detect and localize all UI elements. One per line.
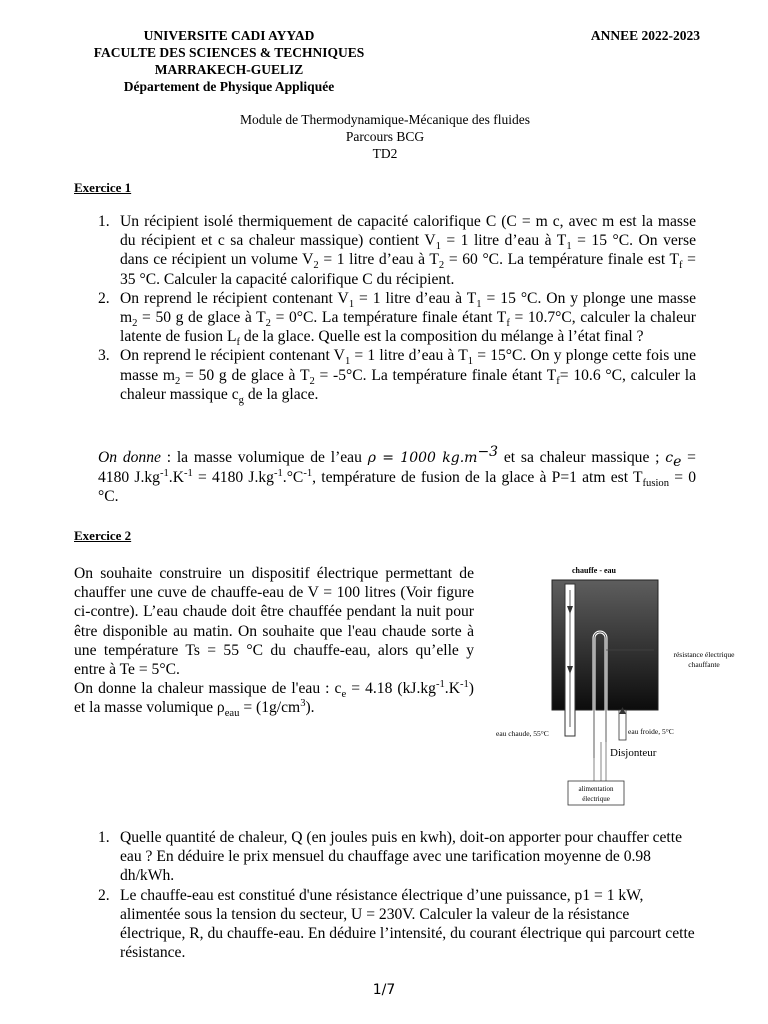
svg-text:résistance électrique: résistance électrique <box>673 650 735 659</box>
exercise1-question-1: 1. Un récipient isolé thermiquement de capacité calorifique C (C = m c, avec m est la masse du récipient et c sa chaleur massique) contient $V_1 = 1$ litre d’eau à $T_1 = 15$ °C. On verse dans ce récipient un volume $V_2 = 1$ litre d’eau à $T_2 = 60$ °C. La température finale est $T_f = 35$ °C. Calculer la capacité calorifique C du récipient. <box>98 213 696 288</box>
academic-year: ANNEE 2022-2023 <box>590 28 700 43</box>
exercise2-question-2: 2. Le chauffe-eau est constitué d'une résistance électrique d’une puissance, p1 = 1 kW, alimentée sous la tension du secteur, U = 230V. Calculer la valeur de la résistance électrique, R, du chauffe-eau. En déduire l’intensité, du courant électrique qui parcourt cette résistance. <box>98 886 695 962</box>
university-name: UNIVERSITE CADI AYYAD <box>143 28 315 43</box>
exercise1-title: Exercice 1 <box>74 180 132 195</box>
faculty-name: FACULTE DES SCIENCES & TECHNIQUES <box>93 45 365 60</box>
given-label: On donne <box>98 449 161 466</box>
breaker-label: Disjonteur <box>610 747 657 759</box>
svg-text:eau froide, 5°C: eau froide, 5°C <box>628 727 674 736</box>
page-number: 1/7 <box>372 982 396 998</box>
course-info <box>180 111 590 162</box>
water-heater-figure <box>492 562 768 810</box>
parcours: Parcours BCG <box>345 129 425 144</box>
question-number: 1. <box>98 829 110 846</box>
exercise1-questions <box>74 212 696 404</box>
exercise2-statement <box>74 564 474 718</box>
question-number: 3. <box>98 347 110 365</box>
question-number: 1. <box>98 213 110 230</box>
module-title: Module de Thermodynamique-Mécanique des fluides <box>240 112 530 127</box>
city-name: MARRAKECH-GUELIZ <box>154 62 304 77</box>
exercise2-question-1: 1. Quelle quantité de chaleur, Q (en joules puis en kwh), doit-on apporter pour chauffer cette eau ? En déduire le prix mensuel du chauffage avec une tarification moyenne de 0.98 dh/kWh. <box>98 829 682 885</box>
exercise1-question-2: 2. On reprend le récipient contenant $V_1 = 1$ litre d’eau à $T_1 = 15$ °C. On y plonge une masse $m_2 = 50$ g de glace à $T_2 = 0^\circ C$. La température finale étant $T_f = 10.7^\circ C$, calculer la chaleur latente de fusion $L_f$ de la glace. Quelle est la composition du mélange à l’état final ? <box>98 289 697 349</box>
exercise1-given-data: On donne : la masse volumique de l’eau ρ = 1000 $kg.m^{-3}$ et sa chaleur massique ; $c_e = 4180$ $J.kg^{-1}.K^{-1} = 4180$ $J.kg^{-1}.^\circ C^{-1}$, température de fusion de la glace à P=1 atm est $T_{fusion} = 0$ °C. <box>98 443 696 506</box>
figure-title: chauffe - eau <box>572 566 616 575</box>
exercise2-intro: On souhaite construire un dispositif électrique permettant de chauffer une cuve de chauffe-eau de V = 100 litres (Voir figure ci-contre). L’eau chaude doit être chauffée pendant la nuit pour être disponible au matin. On souhaite que l'eau chaude sorte à une température Ts = 55 °C du chauffe-eau, alors qu’elle y entre à Te = 5°C. <box>74 565 474 679</box>
question-number: 2. <box>98 886 110 904</box>
department-name: Département de Physique Appliquée <box>123 79 335 94</box>
institution-header <box>62 27 396 95</box>
svg-text:alimentation: alimentation <box>578 785 614 793</box>
question-number: 2. <box>98 289 110 307</box>
svg-text:chauffante: chauffante <box>688 660 720 669</box>
exercise1-question-3: 3. On reprend le récipient contenant $V_1 = 1$ litre d’eau à $T_1 = 15^\circ C$. On y plonge cette fois une masse $m_2 = 50$ g de glace à $T_2 = -5^\circ C$. La température finale étant $T_f= 10.6$ °C, calculer la chaleur massique $c_g$ de la glace. <box>98 347 696 406</box>
exercise2-questions <box>74 828 696 962</box>
td-label: TD2 <box>372 146 398 161</box>
rho-formula: ρ = 1000 kg.m <box>367 450 478 466</box>
svg-text:électrique: électrique <box>582 795 610 803</box>
exercise2-data: On donne la chaleur massique de l'eau : $c_e = 4.18$ $(kJ.kg^{-1}.K^{-1})$ et la masse volumique $\rho_{eau} = (1g/cm^3)$. <box>74 679 474 720</box>
svg-text:eau chaude, 55°C: eau chaude, 55°C <box>496 729 549 738</box>
cold-water-pipe <box>619 710 626 740</box>
exercise2-title: Exercice 2 <box>74 528 132 543</box>
